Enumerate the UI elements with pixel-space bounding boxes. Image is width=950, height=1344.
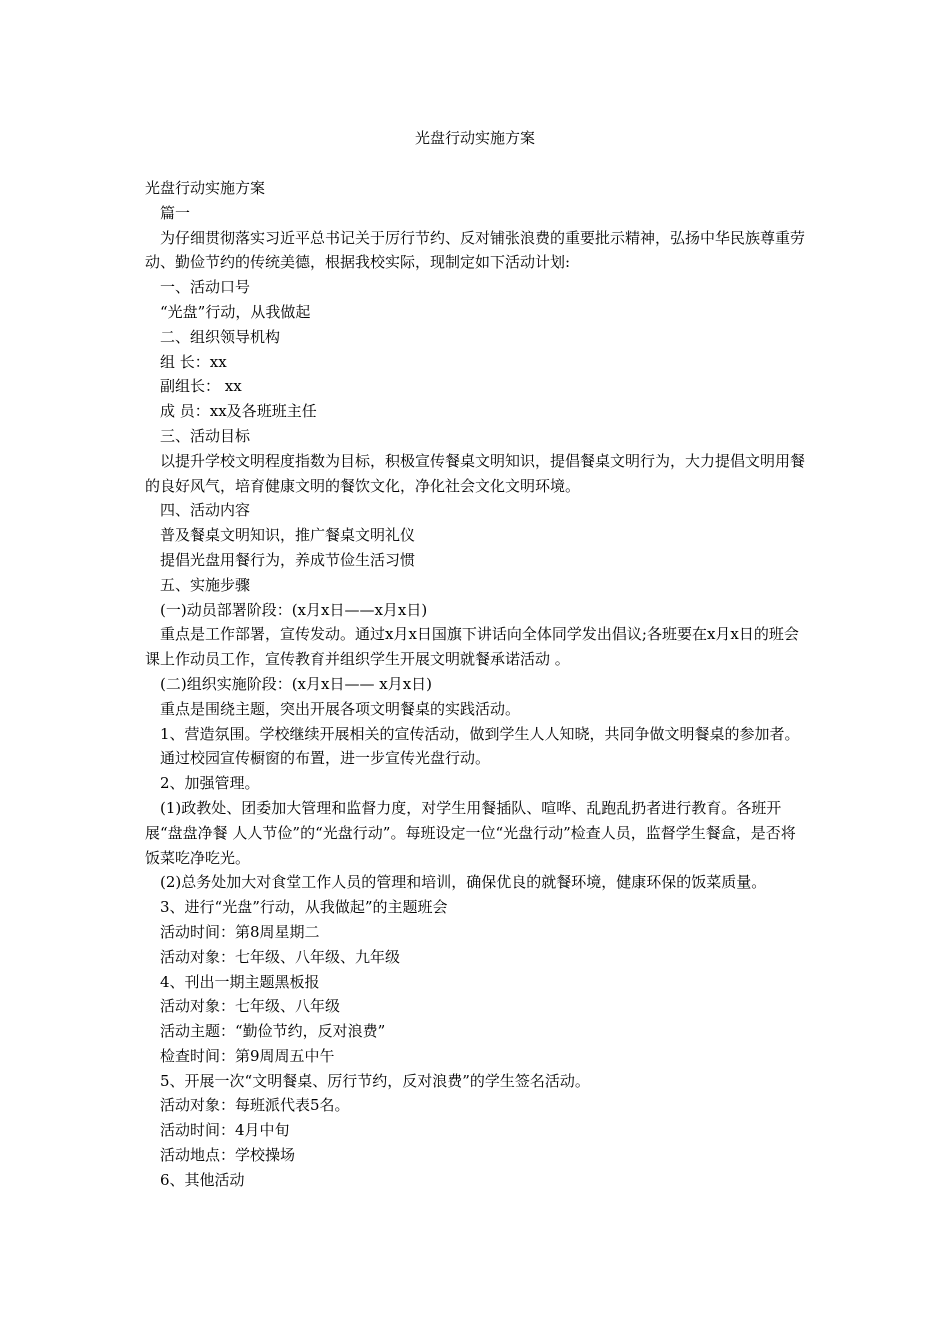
paragraph: 活动时间：4月中旬 (160, 1121, 290, 1140)
paragraph: 活动对象：七年级、八年级 (160, 997, 341, 1016)
paragraph: “光盘”行动，从我做起 (160, 302, 311, 321)
paragraph: 一、活动口号 (160, 278, 251, 297)
paragraph: 为仔细贯彻落实习近平总书记关于厉行节约、反对铺张浪费的重要批示精神，弘扬中华民族尊重劳动、勤俭节约的传统美德，根据我校实际，现制定如下活动计划: (145, 228, 806, 272)
paragraph-heading: 光盘行动实施方案 (145, 179, 266, 197)
paragraph: 三、活动目标 (160, 426, 251, 445)
document-title: 光盘行动实施方案 (414, 129, 535, 147)
paragraph: 活动时间：第8周星期二 (160, 922, 320, 941)
paragraph: 通过校园宣传橱窗的布置，进一步宣传光盘行动。 (160, 749, 491, 768)
paragraph: 普及餐桌文明知识，推广餐桌文明礼仪 (160, 526, 416, 545)
paragraph: 活动对象：七年级、八年级、九年级 (160, 947, 401, 966)
paragraph: 检查时间：第9周周五中午 (160, 1046, 335, 1065)
paragraph: 提倡光盘用餐行为，养成节俭生活习惯 (160, 550, 416, 569)
paragraph: 以提升学校文明程度指数为目标，积极宣传餐桌文明知识，提倡餐桌文明行为，大力提倡文明用餐的良好风气，培育健康文明的餐饮文化，净化社会文化文明环境。 (145, 451, 806, 495)
paragraph: 五、实施步骤 (160, 575, 251, 594)
paragraph: 3、进行“光盘”行动，从我做起”的主题班会 (160, 898, 448, 917)
paragraph: (二)组织实施阶段：(x月x日—— x月x日) (160, 674, 433, 693)
paragraph: 副组长： xx (160, 377, 242, 396)
paragraph: 6、其他活动 (160, 1170, 245, 1189)
document-body (145, 176, 810, 1193)
paragraph: 重点是围绕主题，突出开展各项文明餐桌的实践活动。 (160, 699, 521, 718)
paragraph: 2、加强管理。 (160, 774, 260, 793)
paragraph: (2)总务处加大对食堂工作人员的管理和培训，确保优良的就餐环境，健康环保的饭菜质量。 (160, 873, 767, 892)
paragraph: 4、刊出一期主题黑板报 (160, 972, 320, 991)
paragraph: 四、活动内容 (160, 501, 251, 520)
paragraph: 成 员：xx及各班班主任 (160, 402, 317, 421)
paragraph: 5、开展一次“文明餐桌、厉行节约，反对浪费”的学生签名活动。 (160, 1071, 590, 1090)
paragraph: (1)政教处、团委加大管理和监督力度，对学生用餐插队、喧哗、乱跑乱扔者进行教育。各班开展“盘盘净餐 人人节俭”的“光盘行动”。每班设定一位“光盘行动”检查人员，监督学生餐盒，是否将饭菜吃净吃光。 (145, 798, 796, 867)
paragraph: 二、组织领导机构 (160, 327, 281, 346)
paragraph: 重点是工作部署，宣传发动。通过x月x日国旗下讲话向全体同学发出倡议;各班要在x月x日的班会课上作动员工作，宣传教育并组织学生开展文明就餐承诺活动 。 (145, 625, 799, 669)
paragraph: 篇一 (160, 203, 191, 222)
paragraph: 组 长：xx (160, 352, 227, 371)
paragraph: (一)动员部署阶段：(x月x日——x月x日) (160, 600, 428, 619)
paragraph: 活动地点：学校操场 (160, 1146, 296, 1165)
paragraph: 活动主题：“勤俭节约，反对浪费” (160, 1022, 386, 1041)
paragraph: 1、营造氛围。学校继续开展相关的宣传活动，做到学生人人知晓，共同争做文明餐桌的参加者。 (160, 724, 800, 743)
paragraph: 活动对象：每班派代表5名。 (160, 1096, 350, 1115)
